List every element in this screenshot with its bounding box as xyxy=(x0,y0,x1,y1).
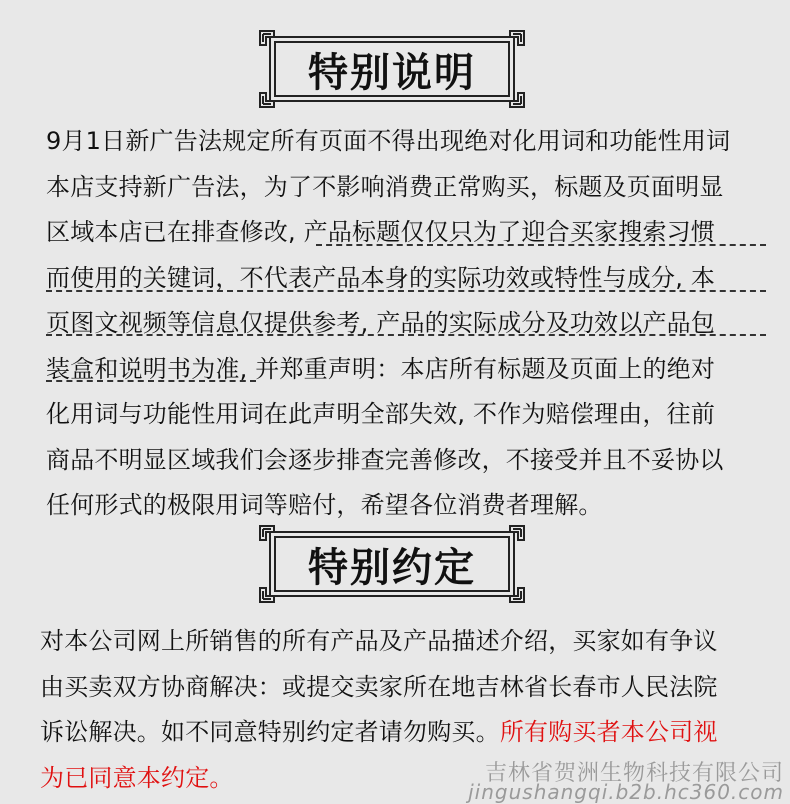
notice-line-9: 任何形式的极限用词等赔付，希望各位消费者理解。 xyxy=(46,491,603,519)
agreement-line-3 xyxy=(40,710,770,756)
notice-line-3: 区域本店已在排查修改, 产品标题仅仅只为了迎合买家搜索习惯 xyxy=(46,218,716,246)
agreement-line-4: 为已同意本约定。 xyxy=(40,763,234,792)
watermark-company: 吉林省贺洲生物科技有限公司 xyxy=(484,761,784,786)
dashed-underline xyxy=(46,380,256,382)
notice-line-2: 本店支持新广告法，为了不影响消费正常购买，标题及页面明显 xyxy=(46,172,724,201)
special-notice-text xyxy=(46,119,766,529)
agreement-line-2: 由买卖双方协商解决：或提交卖家所在地吉林省长春市人民法院 xyxy=(40,672,718,701)
watermark-url: jingushangqi.b2b.hc360.com xyxy=(468,780,784,804)
agreement-line-3-text: 诉讼解决。如不同意特别约定者请勿购买。 xyxy=(40,718,500,746)
dashed-underline xyxy=(46,334,766,336)
notice-line-5: 页图文视频等信息仅提供参考, 产品的实际成分及功效以产品包 xyxy=(46,309,716,337)
section-title-special-agreement: 特别约定 xyxy=(308,544,476,591)
notice-line-8: 商品不明显区域我们会逐步排查完善修改，不接受并且不妥协以 xyxy=(46,445,724,474)
title-frame-special-notice xyxy=(258,29,526,109)
notice-line-7: 化用词与功能性用词在此声明全部失效, 不作为赔偿理由，往前 xyxy=(46,400,716,428)
notice-line-1: 9月1日新广告法规定所有页面不得出现绝对化用词和功能性用词 xyxy=(46,127,731,155)
notice-line-4: 而使用的关键词，不代表产品本身的实际功效或特性与成分, 本 xyxy=(46,263,716,292)
dashed-underline xyxy=(316,244,766,246)
dashed-underline xyxy=(46,290,766,292)
agreement-line-1: 对本公司网上所销售的所有产品及产品描述介绍，买家如有争议 xyxy=(40,627,718,655)
notice-line-6: 装盒和说明书为准, 并郑重声明：本店所有标题及页面上的绝对 xyxy=(46,354,716,383)
section-title-special-notice: 特别说明 xyxy=(308,49,476,96)
agreement-highlight-text: 所有购买者本公司视 xyxy=(499,718,718,746)
title-frame-special-agreement xyxy=(258,524,526,604)
